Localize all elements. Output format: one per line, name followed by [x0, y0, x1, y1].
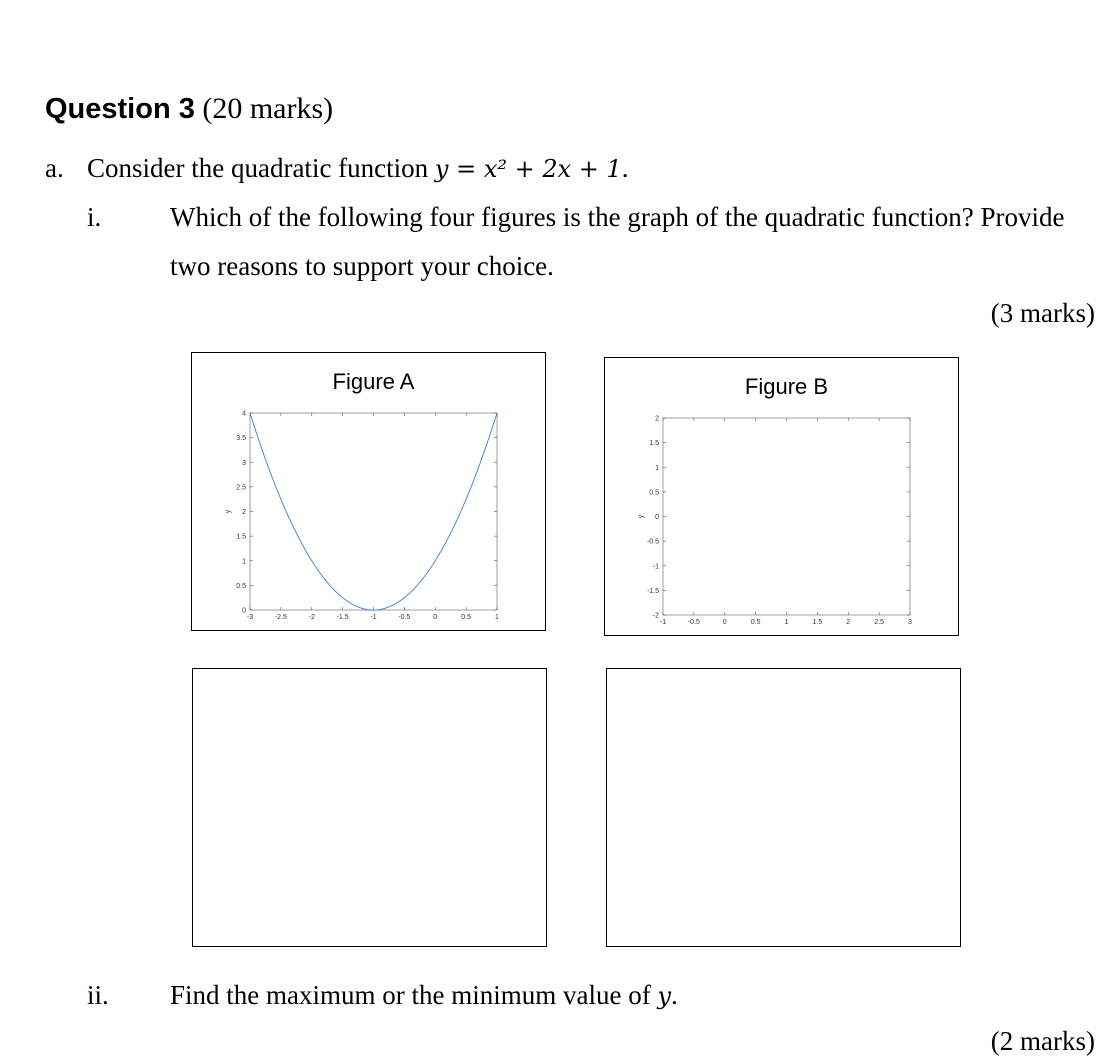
figure-b-chart: [605, 358, 960, 637]
plot-frame: [663, 418, 910, 615]
x-tick-label: 1.5: [812, 619, 823, 626]
y-tick-label: 1.5: [649, 440, 659, 448]
sub-ii-marks: (2 marks): [990, 1026, 1095, 1056]
figure-d-chart: [607, 669, 962, 948]
x-tick-label: 0.5: [750, 619, 761, 626]
figure-c-chart: [193, 669, 548, 948]
part-a-intro: [87, 153, 629, 184]
question-title: [45, 92, 333, 126]
sub-ii-period: .: [671, 980, 678, 1010]
x-tick-label: 2.5: [874, 619, 884, 626]
quadratic-equation: y = x² + 2x + 1: [434, 155, 622, 183]
x-tick-label: -0.5: [687, 619, 700, 626]
y-tick-label: 1: [655, 464, 659, 472]
series-line: [250, 413, 497, 610]
y-tick-label: 0: [655, 514, 659, 521]
y-tick-label: -2: [652, 612, 659, 620]
x-tick-label: -1: [659, 619, 667, 626]
plot-frame: [250, 413, 497, 610]
y-tick-label: 2: [242, 509, 246, 516]
figure-d: [606, 668, 961, 947]
x-tick-label: 0: [722, 619, 727, 626]
y-tick-label: 3.5: [236, 435, 246, 443]
sub-i-text-line2: two reasons to support your choice.: [170, 251, 554, 281]
sub-i-label: i.: [87, 202, 102, 232]
x-tick-label: -1.5: [336, 614, 349, 621]
y-tick-label: -1: [652, 563, 659, 571]
x-tick-label: -2.5: [274, 614, 287, 621]
x-tick-label: 0.5: [461, 614, 471, 621]
sub-i-marks: (3 marks): [990, 298, 1095, 328]
x-tick-label: 0: [433, 614, 438, 621]
x-tick-label: 1: [784, 619, 789, 626]
x-tick-label: -0.5: [398, 614, 411, 621]
sub-i-text-line1: Which of the following four figures is the graph of the quadratic function? Provide: [170, 202, 1065, 232]
figure-a: [191, 352, 546, 631]
x-tick-label: 2: [846, 619, 851, 626]
x-tick-label: -2: [308, 614, 315, 621]
y-tick-label: 2: [655, 415, 659, 423]
sub-ii-variable: y: [657, 982, 671, 1010]
y-axis-label: y: [225, 509, 232, 514]
part-a-label: a.: [45, 153, 64, 183]
question-marks: (20 marks): [202, 92, 334, 125]
sub-ii-label: ii.: [87, 980, 109, 1010]
part-a-intro-text: Consider the quadratic function: [87, 153, 429, 183]
part-a-period: .: [621, 153, 629, 183]
y-tick-label: 0.5: [649, 489, 659, 497]
question-heading: Question 3: [45, 93, 195, 125]
figure-a-chart: [192, 353, 547, 632]
y-tick-label: 3: [242, 459, 246, 467]
y-tick-label: 4: [242, 410, 246, 418]
sub-ii-question: Find the maximum or the minimum value of: [170, 980, 651, 1010]
y-tick-label: -1.5: [646, 587, 659, 595]
figure-title: Figure A: [332, 369, 415, 394]
x-tick-label: 3: [908, 619, 912, 626]
figure-b: [604, 357, 959, 636]
y-tick-label: 0: [242, 607, 246, 615]
x-tick-label: -3: [246, 614, 254, 621]
figure-title: Figure B: [744, 374, 829, 399]
y-axis-label: y: [638, 514, 645, 519]
sub-ii-text: [170, 980, 678, 1011]
figure-c: [192, 668, 547, 947]
y-tick-label: 1.5: [236, 533, 246, 541]
y-tick-label: 1: [242, 558, 246, 566]
y-tick-label: 0.5: [236, 582, 246, 590]
y-tick-label: -0.5: [646, 538, 659, 546]
x-tick-label: 1: [495, 614, 499, 621]
y-tick-label: 2.5: [236, 484, 246, 492]
x-tick-label: -1: [370, 614, 377, 621]
